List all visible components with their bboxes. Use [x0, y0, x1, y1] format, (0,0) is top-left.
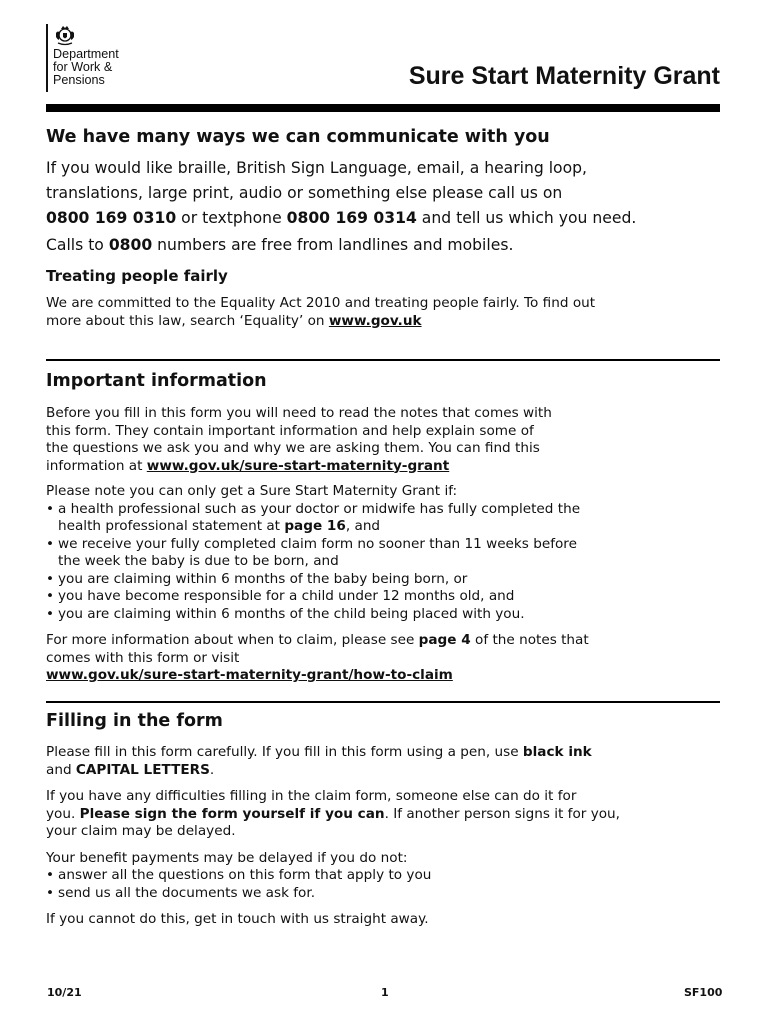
important-line-3: the questions we ask you and why we are asking them. You can find this [46, 440, 540, 456]
sign-yourself-text: Please sign the form yourself if you can [79, 805, 385, 822]
important-line-1: Before you fill in this form you will need to read the notes that comes with [46, 405, 552, 421]
list-item-line: you are claiming within 6 months of the baby being born, or [58, 570, 468, 587]
list-item-line: we receive your fully completed claim form no sooner than 11 weeks before [58, 535, 577, 552]
filling-form-section [46, 710, 722, 929]
bullet-glyph: • [46, 570, 55, 587]
bullet-glyph: • [46, 500, 55, 517]
list-item-line: you have become responsible for a child under 12 months old, and [58, 588, 515, 604]
important-line-2: this form. They contain important information and help explain some of [46, 422, 534, 439]
filling-paragraph-4: If you cannot do this, get in touch with us straight away. [46, 911, 429, 927]
more-info-text: For more information about when to claim, please see [46, 632, 419, 648]
list-item [46, 501, 722, 536]
fairly-line-2 [46, 313, 722, 331]
filling-paragraph-2 [46, 788, 722, 841]
logo-line-2: for Work & [53, 60, 113, 74]
eligibility-list [46, 501, 722, 624]
filling-text: Please fill in this form carefully. If you fill in this form using a pen, use [46, 744, 523, 760]
textphone-number: 0800 169 0314 [286, 209, 417, 227]
important-line-4-text: information at [46, 457, 147, 474]
list-item [46, 571, 722, 589]
treating-fairly-heading: Treating people fairly [46, 267, 228, 285]
communicate-line-2: translations, large print, audio or something else please call us on [46, 184, 563, 202]
filling-form-heading: Filling in the form [46, 711, 223, 731]
communicate-line-1: If you would like braille, British Sign Language, email, a hearing loop, [46, 159, 587, 177]
section-divider-2 [46, 701, 720, 703]
list-item-line: answer all the questions on this form that apply to you [58, 867, 432, 883]
list-item-line [58, 518, 722, 536]
list-item-text: , and [345, 518, 381, 534]
logo-line-3: Pensions [53, 73, 105, 87]
footer-form-code: SF100 [684, 986, 723, 999]
eligibility-intro: Please note you can only get a Sure Start Maternity Grant if: [46, 483, 458, 499]
filling-line: If you have any difficulties filling in the claim form, someone else can do it for [46, 788, 577, 804]
more-info-line-1 [46, 632, 722, 650]
filling-paragraph-1 [46, 744, 722, 779]
logo-line-1: Department [53, 47, 119, 61]
treating-fairly-section [46, 266, 722, 330]
list-item [46, 536, 722, 571]
gov-uk-link[interactable]: www.gov.uk [328, 312, 422, 329]
important-info-section [46, 370, 722, 685]
filling-text: . If another person signs it for you, [384, 805, 620, 822]
treating-fairly-paragraph [46, 295, 722, 330]
capital-letters-text: CAPITAL LETTERS [75, 761, 210, 778]
grant-notes-link[interactable]: www.gov.uk/sure-start-maternity-grant [146, 457, 450, 474]
filling-text: you. [46, 805, 80, 822]
textphone-label: or textphone [176, 209, 287, 227]
calls-to-label: Calls to [46, 236, 109, 254]
communicate-heading: We have many ways we can communicate with you [46, 127, 550, 147]
more-info-text: of the notes that [470, 632, 589, 648]
list-item-line: the week the baby is due to be born, and [58, 553, 339, 569]
tell-us-text: and tell us which you need. [416, 209, 637, 227]
footer-date: 10/21 [47, 986, 82, 999]
filling-paragraph-3: Your benefit payments may be delayed if you do not: [46, 849, 408, 866]
bullet-glyph: • [46, 535, 55, 552]
list-item-line: a health professional such as your doctor or midwife has fully completed the [58, 500, 581, 517]
list-item [46, 867, 722, 885]
list-item [46, 885, 722, 903]
phone-number: 0800 169 0310 [46, 209, 177, 227]
calls-rest-text: numbers are free from landlines and mobiles. [152, 236, 514, 254]
filling-text: and [46, 761, 76, 778]
more-info-line-3 [46, 667, 722, 685]
header-rule [46, 104, 720, 112]
filling-line [46, 806, 722, 824]
royal-crest-icon [53, 24, 77, 46]
important-info-heading: Important information [46, 371, 267, 391]
list-item [46, 606, 722, 624]
fairly-line-2-text: more about this law, search ‘Equality’ on [46, 312, 329, 329]
how-to-claim-link[interactable]: www.gov.uk/sure-start-maternity-grant/how-to-claim [46, 667, 453, 683]
logo-rule [46, 24, 48, 92]
bullet-glyph: • [46, 605, 55, 622]
communicate-section [46, 126, 722, 258]
communicate-line-3 [46, 206, 722, 231]
filling-text: . [209, 761, 215, 778]
fairly-line-1: We are committed to the Equality Act 2010 and treating people fairly. To find out [46, 295, 596, 311]
calls-free-text [46, 233, 722, 258]
bullet-glyph: • [46, 588, 55, 604]
list-item [46, 588, 722, 606]
more-info-paragraph [46, 632, 722, 685]
communicate-paragraph [46, 156, 722, 231]
filling-line: your claim may be delayed. [46, 823, 236, 839]
page-4-reference: page 4 [418, 632, 471, 648]
bullet-glyph: • [46, 884, 55, 901]
list-item-text: health professional statement at [58, 518, 285, 534]
filling-line-2 [46, 762, 722, 780]
delay-reasons-list [46, 867, 722, 902]
footer-page-number: 1 [381, 986, 389, 999]
filling-line-1 [46, 744, 722, 762]
important-line-4 [46, 458, 722, 476]
more-info-line-2: comes with this form or visit [46, 649, 240, 666]
black-ink-text: black ink [522, 744, 592, 760]
bullet-glyph: • [46, 867, 55, 883]
calls-number-prefix: 0800 [108, 236, 153, 254]
document-title: Sure Start Maternity Grant [408, 62, 720, 90]
important-info-paragraph [46, 405, 722, 475]
dwp-logo [46, 24, 119, 92]
list-item-line: you are claiming within 6 months of the child being placed with you. [58, 605, 525, 622]
page-16-reference: page 16 [284, 518, 346, 534]
list-item-line: send us all the documents we ask for. [58, 884, 316, 901]
section-divider-1 [46, 359, 720, 361]
